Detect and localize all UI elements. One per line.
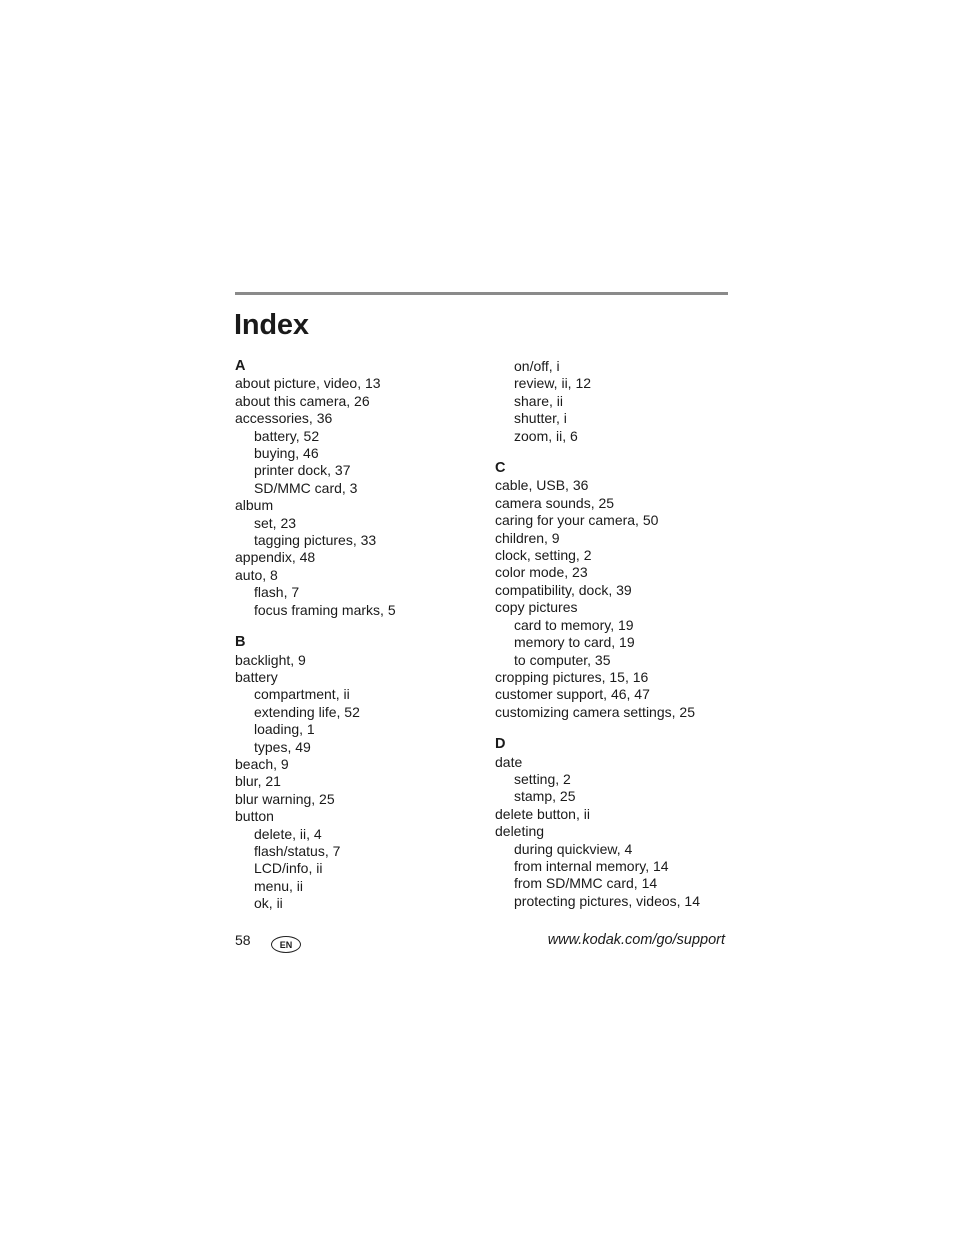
index-subentry: compartment, ii: [254, 686, 350, 703]
index-subentry: memory to card, 19: [514, 634, 635, 651]
index-entry: customizing camera settings, 25: [495, 703, 695, 720]
index-entry: compatibility, dock, 39: [495, 581, 632, 598]
index-entry: beach, 9: [235, 755, 289, 772]
support-url[interactable]: www.kodak.com/go/support: [547, 932, 725, 948]
index-entry: about this camera, 26: [235, 392, 370, 409]
index-subentry: extending life, 52: [254, 703, 360, 720]
index-subentry: zoom, ii, 6: [514, 427, 578, 444]
index-subentry: card to memory, 19: [514, 616, 634, 633]
index-entry: children, 9: [495, 529, 560, 546]
index-subentry: menu, ii: [254, 877, 304, 894]
index-entry: cropping pictures, 15, 16: [495, 668, 649, 685]
index-subentry: setting, 2: [514, 770, 571, 787]
index-group: [235, 634, 485, 913]
index-subentry: protecting pictures, videos, 14: [514, 892, 700, 909]
header-rule: [235, 292, 728, 295]
index-entry: cable, USB, 36: [495, 477, 589, 494]
index-entry: appendix, 48: [235, 549, 316, 566]
index-subentry: on/off, i: [514, 358, 560, 374]
index-entry: caring for your camera, 50: [495, 512, 659, 529]
language-badge: EN: [271, 936, 301, 953]
index-subentry: set, 23: [254, 514, 297, 531]
index-subentry: buying, 46: [254, 445, 319, 462]
index-subentry: flash/status, 7: [254, 842, 341, 859]
index-entry: deleting: [495, 823, 545, 840]
index-subentry: battery, 52: [254, 427, 320, 444]
index-subentry: loading, 1: [254, 721, 315, 738]
index-subentry: LCD/info, ii: [254, 860, 323, 877]
index-subentry: printer dock, 37: [254, 462, 351, 479]
index-letter-heading: C: [495, 460, 506, 477]
index-entry: copy pictures: [495, 599, 578, 616]
index-group: [495, 460, 745, 721]
index-entry: button: [235, 808, 274, 825]
page-number: 58: [235, 932, 251, 948]
page-title: Index: [234, 309, 309, 341]
index-column-left: [235, 358, 485, 928]
index-subentry: shutter, i: [514, 410, 567, 427]
index-subentry: types, 49: [254, 738, 311, 755]
index-column-right: [495, 358, 745, 925]
index-subentry: tagging pictures, 33: [254, 532, 377, 549]
index-entry: color mode, 23: [495, 564, 588, 581]
index-subentry: delete, ii, 4: [254, 825, 322, 842]
index-group: [495, 736, 745, 910]
index-entry: delete button, ii: [495, 805, 590, 822]
index-entry: blur, 21: [235, 773, 281, 790]
index-subentry: focus framing marks, 5: [254, 601, 396, 618]
index-letter-heading: D: [495, 736, 506, 753]
index-entry: auto, 8: [235, 566, 278, 583]
index-subentry: SD/MMC card, 3: [254, 479, 358, 496]
index-subentry: during quickview, 4: [514, 840, 633, 857]
index-entry: customer support, 46, 47: [495, 686, 650, 703]
index-subentry: share, ii: [514, 392, 564, 409]
index-subentry: review, ii, 12: [514, 375, 592, 392]
index-subentry: ok, ii: [254, 895, 283, 912]
index-group: [235, 358, 485, 619]
index-subentry: from SD/MMC card, 14: [514, 875, 658, 892]
index-letter-heading: B: [235, 634, 246, 651]
index-entry: blur warning, 25: [235, 790, 335, 807]
index-group: [495, 358, 745, 445]
index-entry: date: [495, 753, 523, 770]
index-entry: album: [235, 497, 274, 514]
index-subentry: to computer, 35: [514, 651, 611, 668]
index-entry: accessories, 36: [235, 410, 333, 427]
index-entry: battery: [235, 668, 278, 685]
index-subentry: flash, 7: [254, 584, 300, 601]
index-subentry: stamp, 25: [514, 788, 576, 805]
index-entry: backlight, 9: [235, 651, 306, 668]
index-entry: about picture, video, 13: [235, 375, 381, 392]
index-letter-heading: A: [235, 358, 246, 374]
index-entry: camera sounds, 25: [495, 494, 615, 511]
index-entry: clock, setting, 2: [495, 547, 592, 564]
index-subentry: from internal memory, 14: [514, 857, 669, 874]
